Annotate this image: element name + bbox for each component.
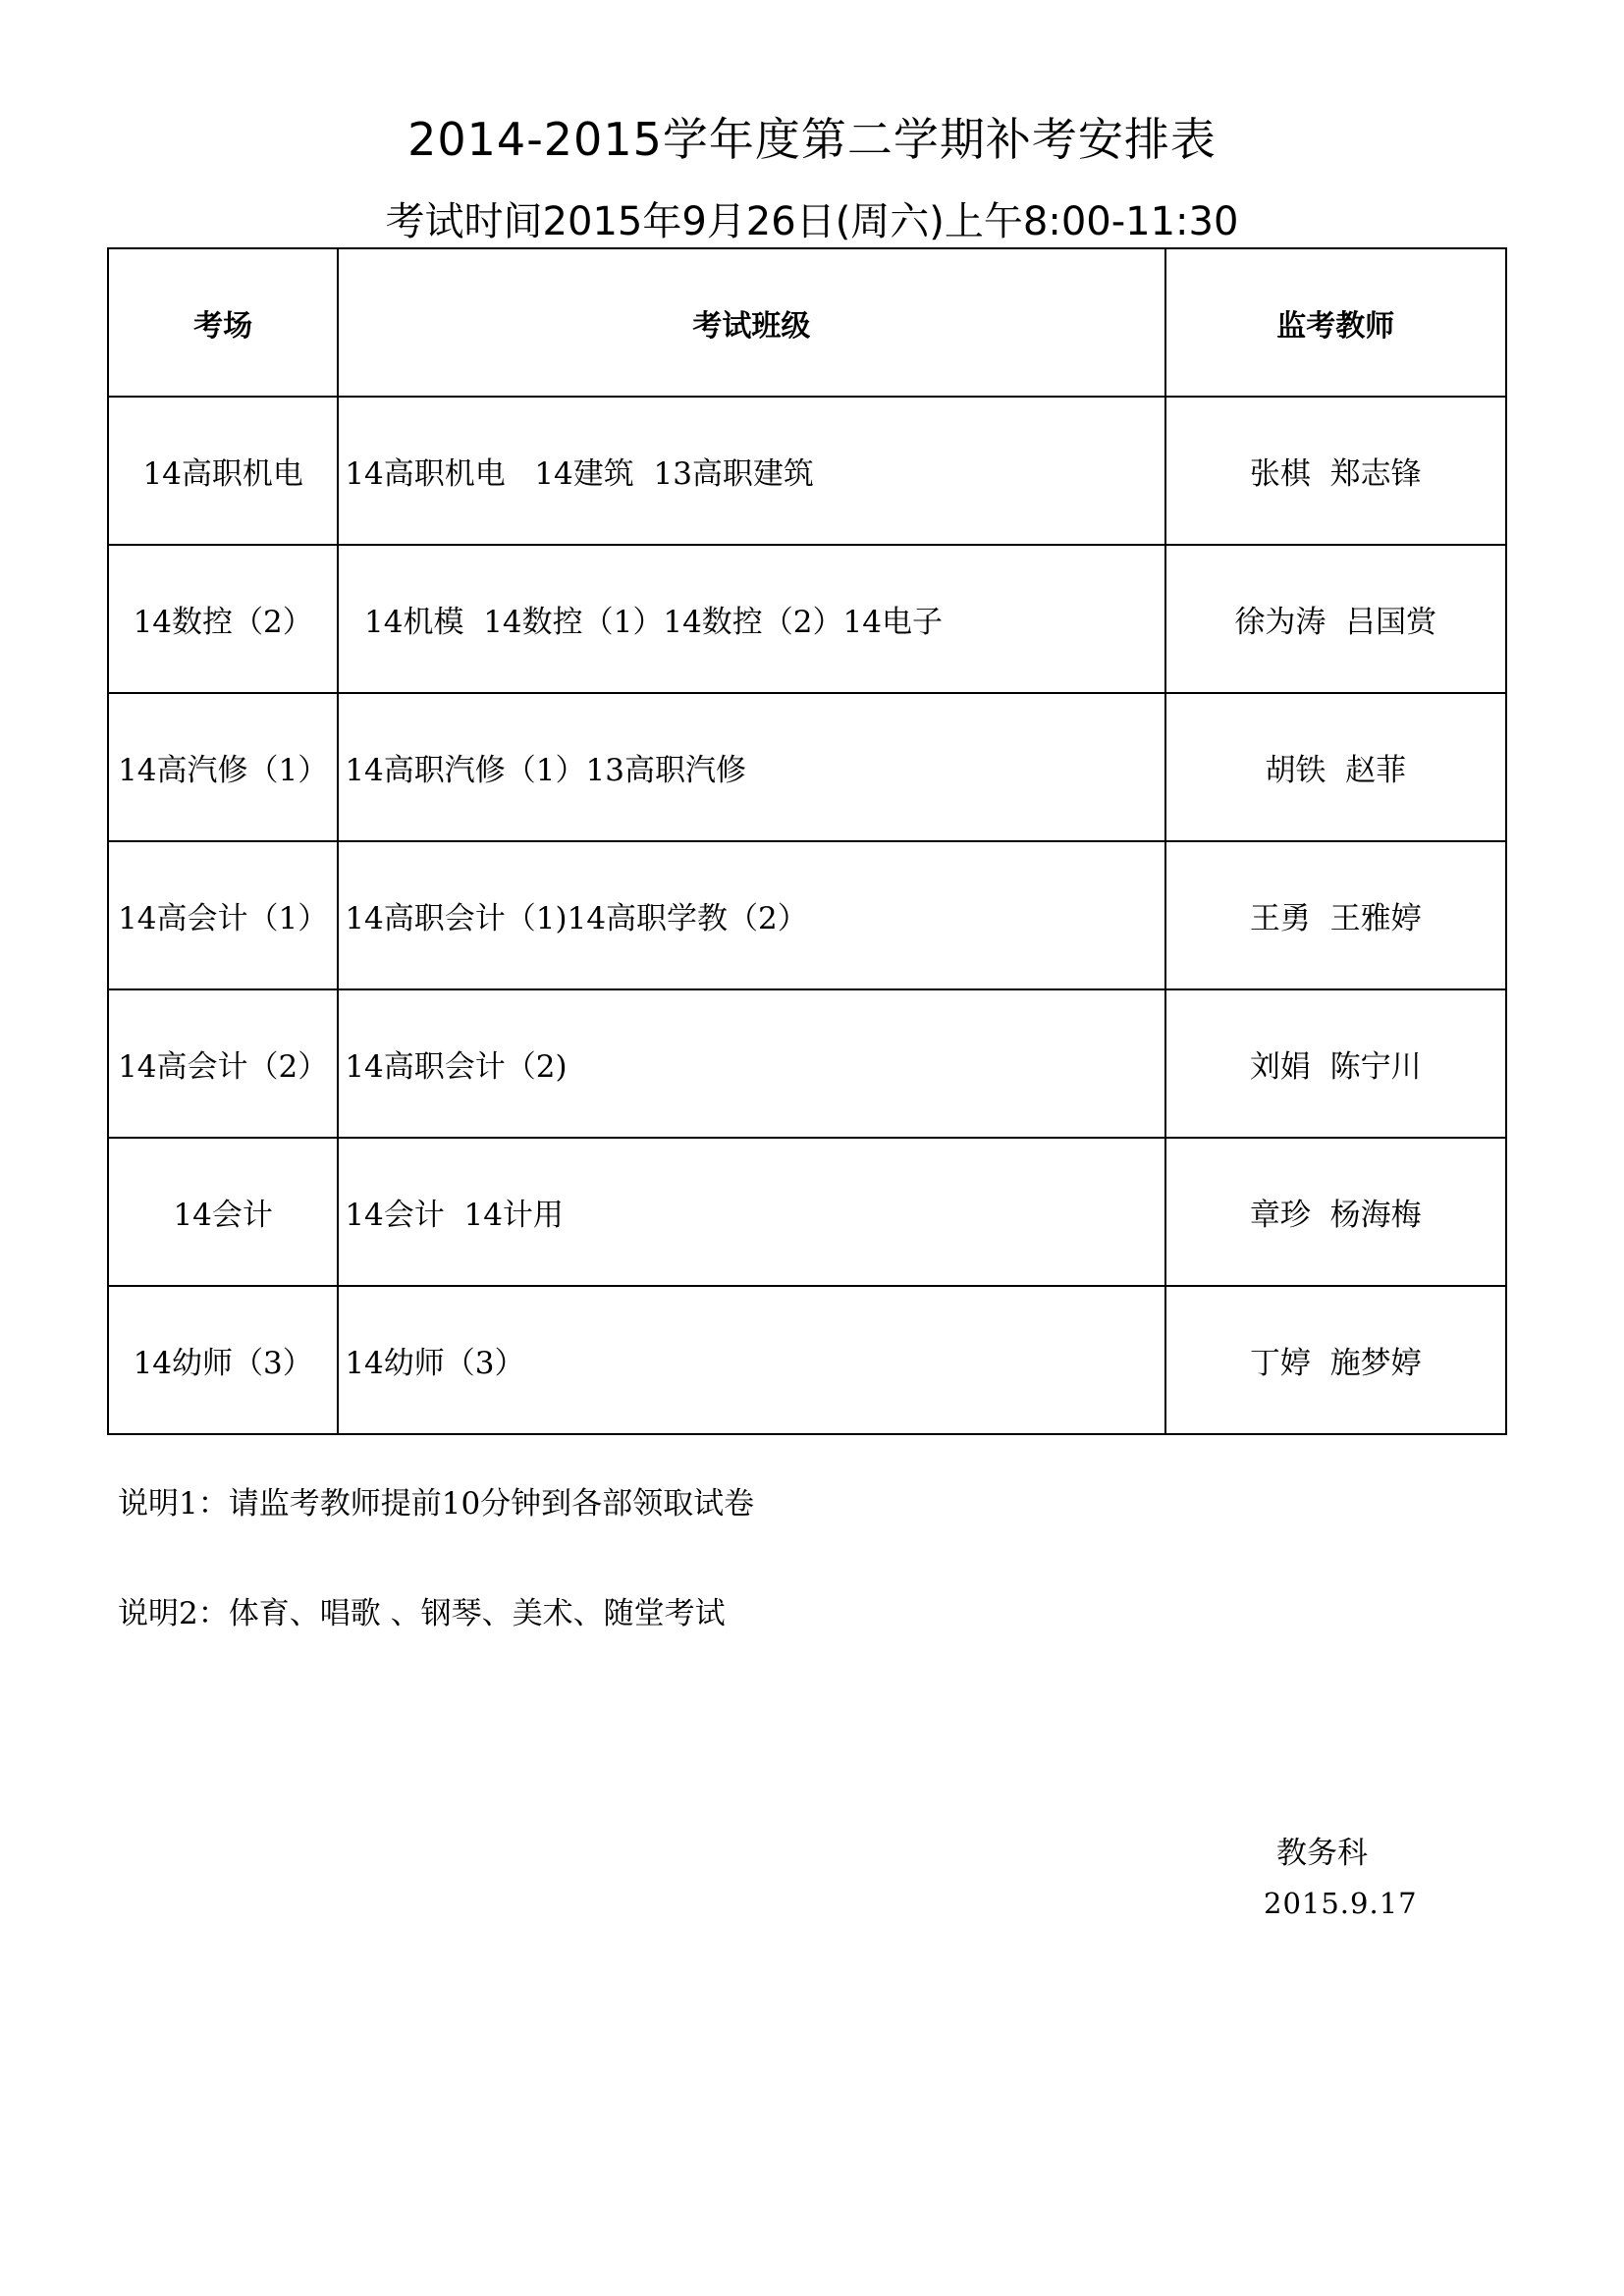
cell-classes: [338, 1286, 1164, 1434]
cell-teachers: [1165, 989, 1507, 1138]
room-text: 14高职机电: [142, 456, 303, 492]
table-header-row: [108, 248, 1506, 397]
classes-text: 14会计 14计用: [345, 1198, 564, 1233]
room-text: 14高会计（1）: [118, 901, 329, 936]
cell-room: [108, 989, 338, 1138]
cell-teachers: [1165, 1286, 1507, 1434]
classes-text: 14高职汽修（1）13高职汽修: [345, 753, 746, 788]
classes-text: 14幼师（3）: [345, 1346, 525, 1381]
table-row: [108, 1138, 1506, 1286]
cell-room: [108, 1286, 338, 1434]
table-row: [108, 989, 1506, 1138]
cell-classes: [338, 545, 1164, 693]
cell-classes: [338, 693, 1164, 841]
room-text: 14数控（2）: [133, 605, 313, 640]
cell-classes: [338, 397, 1164, 545]
header-classes: 考试班级: [338, 248, 1164, 397]
cell-room: [108, 693, 338, 841]
teachers-text: 王勇 王雅婷: [1249, 901, 1422, 936]
issue-date: 2015.9.17: [1264, 1887, 1418, 1920]
classes-text: 14机模 14数控（1）14数控（2）14电子: [345, 605, 943, 640]
table-row: [108, 841, 1506, 989]
room-text: 14高汽修（1）: [118, 753, 329, 788]
teachers-text: 张棋 郑志锋: [1249, 456, 1422, 492]
cell-teachers: [1165, 841, 1507, 989]
cell-teachers: [1165, 693, 1507, 841]
cell-room: [108, 545, 338, 693]
cell-classes: [338, 1138, 1164, 1286]
cell-teachers: [1165, 397, 1507, 545]
room-text: 14会计: [173, 1198, 273, 1233]
cell-teachers: [1165, 1138, 1507, 1286]
table-row: [108, 545, 1506, 693]
cell-teachers: [1165, 545, 1507, 693]
teachers-text: 胡铁 赵菲: [1265, 753, 1407, 788]
room-text: 14幼师（3）: [133, 1346, 313, 1381]
classes-text: 14高职会计（1)14高职学教（2）: [345, 901, 808, 936]
cell-room: [108, 397, 338, 545]
table-row: [108, 1286, 1506, 1434]
cell-room: [108, 841, 338, 989]
classes-text: 14高职会计（2): [345, 1049, 568, 1085]
teachers-text: 刘娟 陈宁川: [1249, 1049, 1422, 1085]
document-title: 2014-2015学年度第二学期补考安排表: [407, 113, 1217, 166]
teachers-text: 徐为涛 吕国赏: [1234, 605, 1437, 640]
teachers-text: 章珍 杨海梅: [1249, 1198, 1422, 1233]
note-2: 说明2：体育、唱歌 、钢琴、美术、随堂考试: [118, 1596, 726, 1631]
table-row: [108, 693, 1506, 841]
cell-classes: [338, 989, 1164, 1138]
issuing-department: 教务科: [1276, 1836, 1368, 1871]
cell-classes: [338, 841, 1164, 989]
room-text: 14高会计（2）: [118, 1049, 329, 1085]
exam-schedule-table: [107, 247, 1507, 1435]
header-teachers: 监考教师: [1165, 248, 1507, 397]
teachers-text: 丁婷 施梦婷: [1249, 1346, 1422, 1381]
table-row: [108, 397, 1506, 545]
note-1: 说明1：请监考教师提前10分钟到各部领取试卷: [118, 1486, 755, 1522]
header-room: 考场: [108, 248, 338, 397]
exam-time-subtitle: 考试时间2015年9月26日(周六)上午8:00-11:30: [385, 199, 1239, 244]
cell-room: [108, 1138, 338, 1286]
classes-text: 14高职机电 14建筑 13高职建筑: [345, 456, 814, 492]
